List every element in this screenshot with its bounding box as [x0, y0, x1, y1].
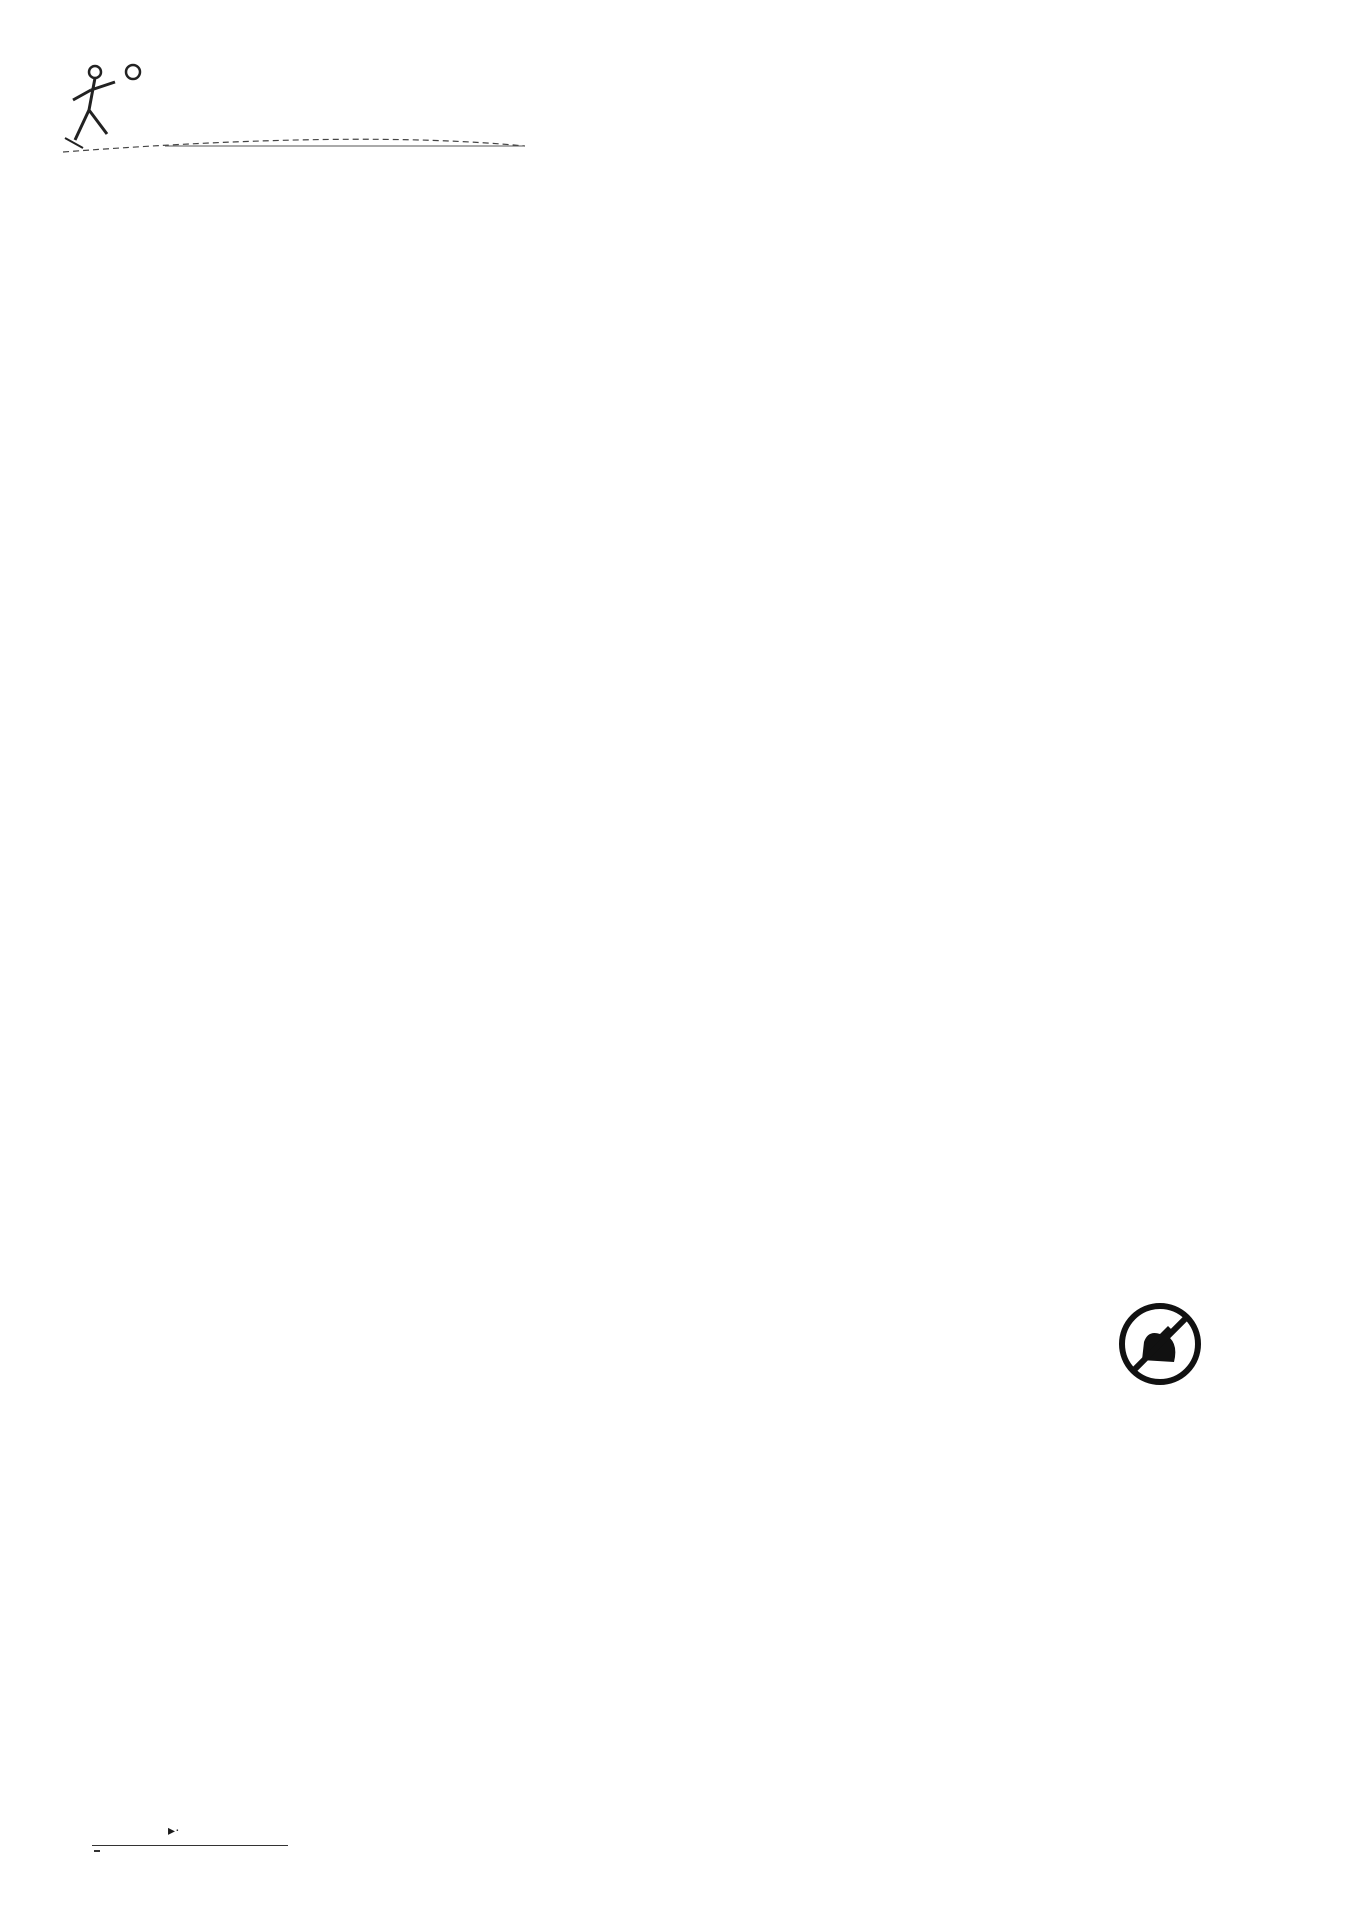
- header-figure-icon: [55, 60, 645, 160]
- header-banner: [55, 60, 645, 160]
- footer-brand-cn: [94, 1850, 100, 1852]
- no-pets-icon: [1112, 1300, 1208, 1390]
- footer-arrow-icon: ▸·: [168, 1824, 180, 1839]
- no-pets-sign: [1112, 1300, 1208, 1430]
- footer-divider: [92, 1845, 288, 1846]
